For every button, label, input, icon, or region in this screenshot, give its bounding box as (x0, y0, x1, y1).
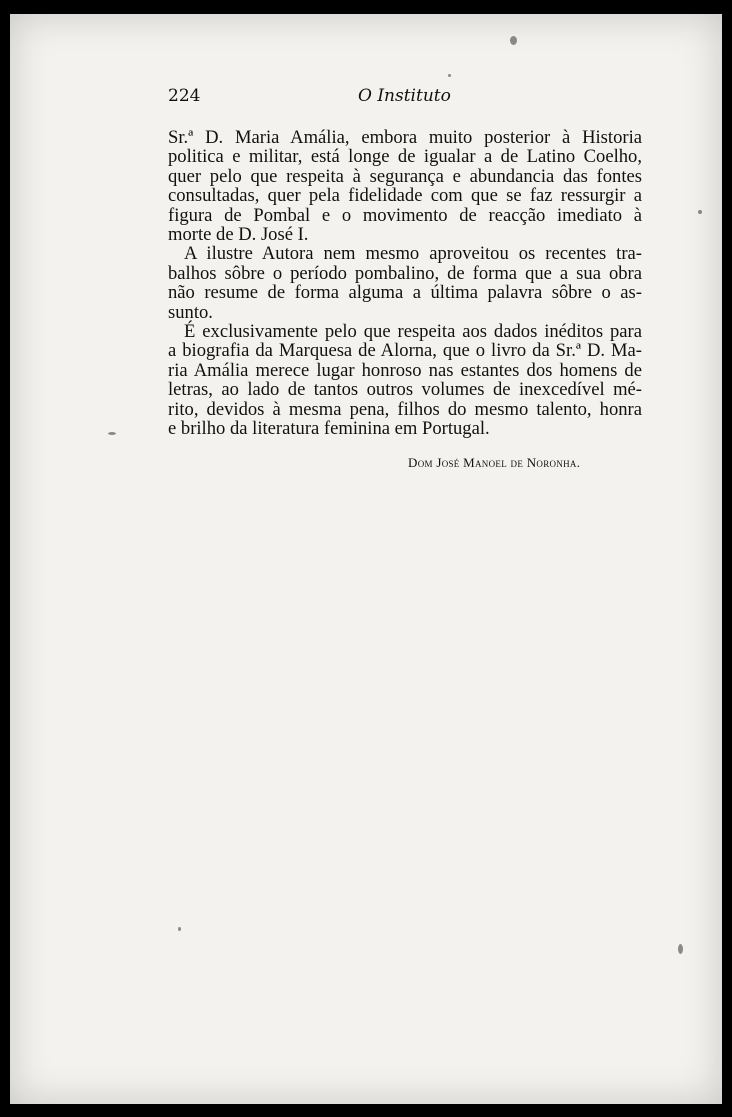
text-line: A ilustre Autora nem mesmo aproveitou os recentes tra- (184, 243, 642, 265)
text-line: É exclusivamente pelo que respeita aos dados inéditos para (184, 321, 642, 343)
body-text (168, 128, 642, 439)
text-line: figura de Pombal e o movimento de reacção imediato à (168, 204, 642, 226)
paper-speck (510, 36, 517, 45)
paragraph-1 (168, 128, 642, 244)
text-line: consultadas, quer pela fidelidade com que se faz ressurgir a (168, 185, 642, 207)
text-line: quer pelo que respeita à segurança e abundancia das fontes (168, 165, 642, 187)
paper-speck (178, 927, 181, 931)
text-line: rito, devidos à mesma pena, filhos do mesmo talento, honra (168, 398, 642, 420)
text-line: Sr.ª D. Maria Amália, embora muito posterior à Historia (168, 127, 642, 148)
paper-speck (698, 210, 702, 214)
paper-speck (108, 432, 116, 435)
text-line: ria Amália merece lugar honroso nas estantes dos homens de (168, 359, 642, 381)
paper-speck (448, 74, 451, 77)
author-signature: Dom José Manoel de Noronha. (408, 455, 581, 470)
paper-speck (678, 944, 683, 954)
text-line: politica e militar, está longe de igualar a de Latino Coelho, (168, 146, 642, 168)
page-number: 224 (168, 86, 201, 106)
paragraph-3 (168, 322, 642, 438)
paragraph-2 (168, 244, 642, 322)
text-line: morte de D. José I. (168, 224, 309, 246)
text-line: sunto. (168, 301, 213, 323)
document-page (10, 14, 722, 1104)
running-title: O Instituto (358, 86, 451, 106)
text-line: não resume de forma alguma a última palavra sôbre o as- (168, 282, 642, 304)
text-line: letras, ao lado de tantos outros volumes de inexcedível mé- (168, 379, 642, 401)
text-line: a biografia da Marquesa de Alorna, que o livro da Sr.ª D. Ma- (168, 340, 642, 362)
text-line: e brilho da literatura feminina em Portugal. (168, 418, 490, 440)
text-line: balhos sôbre o período pombalino, de forma que a sua obra (168, 262, 642, 284)
